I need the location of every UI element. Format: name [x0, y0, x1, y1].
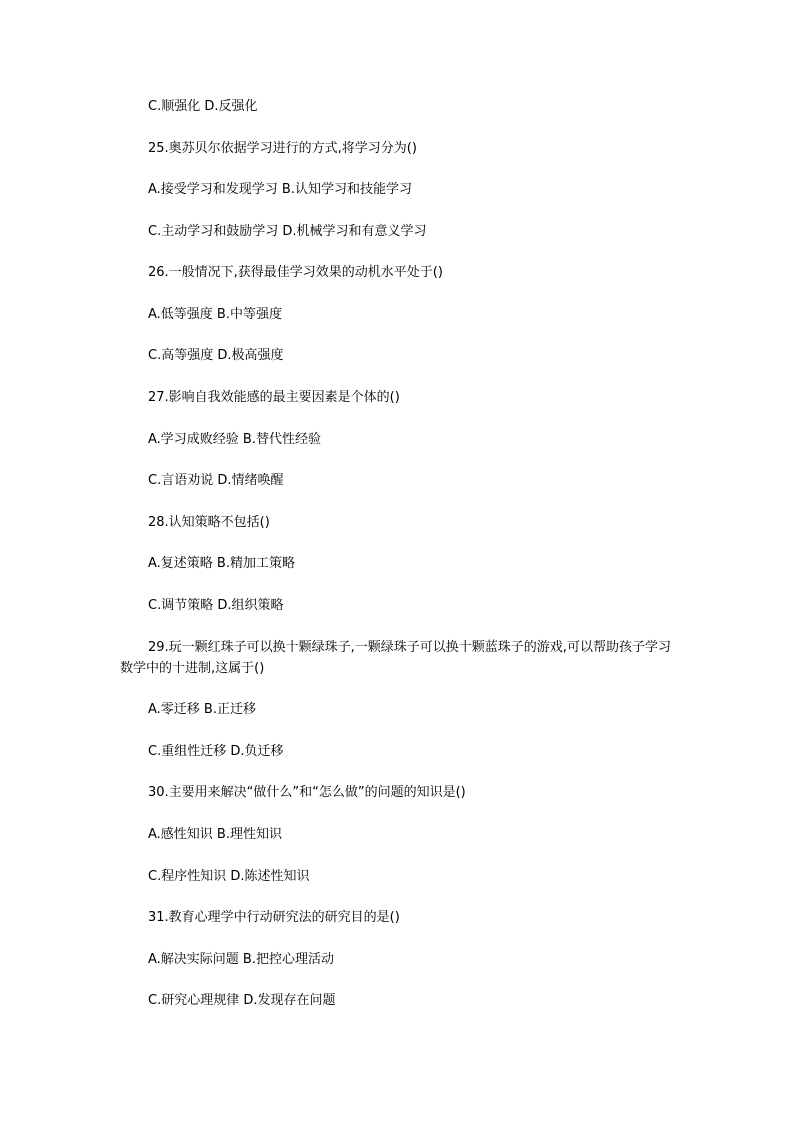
option-line-28-ab: A.复述策略 B.精加工策略 [148, 556, 295, 571]
option-line-29-cd: C.重组性迁移 D.负迁移 [148, 744, 284, 759]
question-25: 25.奥苏贝尔依据学习进行的方式,将学习分为() [148, 141, 417, 156]
option-line-24-cd: C.顺强化 D.反强化 [148, 99, 258, 114]
option-line-29-ab: A.零迁移 B.正迁移 [148, 702, 256, 717]
question-28: 28.认知策略不包括() [148, 515, 270, 530]
option-line-30-cd: C.程序性知识 D.陈述性知识 [148, 869, 310, 884]
option-line-31-ab: A.解决实际问题 B.把控心理活动 [148, 952, 334, 967]
option-line-26-cd: C.高等强度 D.极高强度 [148, 348, 284, 363]
option-line-27-cd: C.言语劝说 D.情绪唤醒 [148, 473, 284, 488]
question-26: 26.一般情况下,获得最佳学习效果的动机水平处于() [148, 265, 443, 280]
option-line-25-ab: A.接受学习和发现学习 B.认知学习和技能学习 [148, 182, 412, 197]
option-line-30-ab: A.感性知识 B.理性知识 [148, 827, 282, 842]
option-line-31-cd: C.研究心理规律 D.发现存在问题 [148, 993, 336, 1008]
question-31: 31.教育心理学中行动研究法的研究目的是() [148, 910, 400, 925]
question-30: 30.主要用来解决“做什么”和“怎么做”的问题的知识是() [148, 785, 466, 800]
question-27: 27.影响自我效能感的最主要因素是个体的() [148, 390, 400, 405]
option-line-26-ab: A.低等强度 B.中等强度 [148, 307, 282, 322]
option-line-25-cd: C.主动学习和鼓励学习 D.机械学习和有意义学习 [148, 224, 427, 239]
option-line-27-ab: A.学习成败经验 B.替代性经验 [148, 432, 321, 447]
option-line-28-cd: C.调节策略 D.组织策略 [148, 598, 284, 613]
question-29: 29.玩一颗红珠子可以换十颗绿珠子,一颗绿珠子可以换十颗蓝珠子的游戏,可以帮助孩子学习数学中的十进制,这属于() [120, 640, 671, 676]
